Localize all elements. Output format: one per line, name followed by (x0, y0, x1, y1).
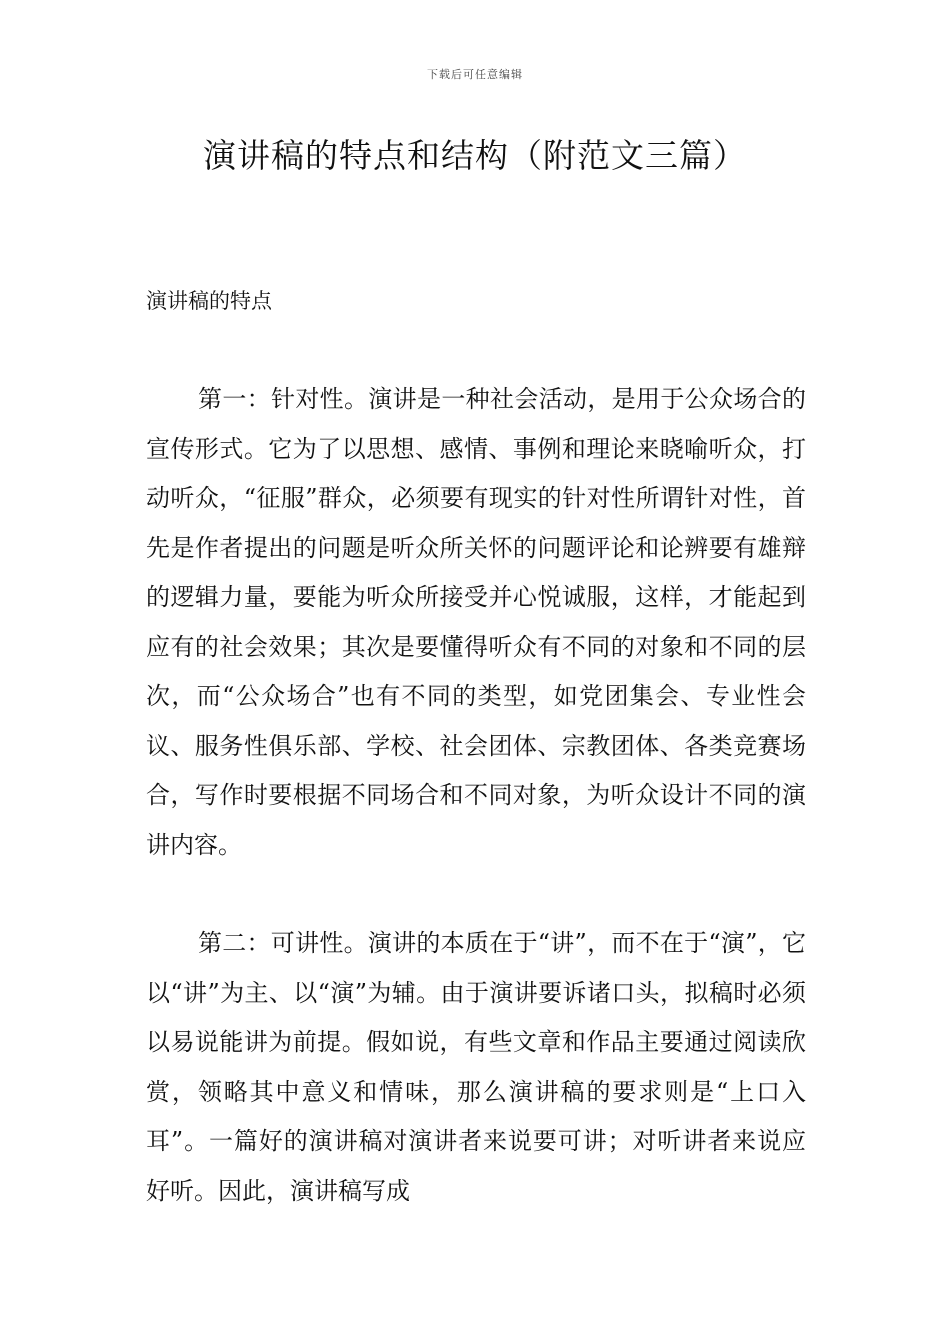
section-heading: 演讲稿的特点 (146, 289, 272, 313)
header-note: 下载后可任意编辑 (427, 68, 523, 81)
paragraph: 第二：可讲性。演讲的本质在于“讲”，而不在于“演”，它以“讲”为主、以“演”为辅。由于演讲要诉诸口头，拟稿时必须以易说能讲为前提。假如说，有些文章和作品主要通过阅读欣赏，领略其中意义和情味，那么演讲稿的要求则是“上口入耳”。一篇好的演讲稿对演讲者来说要可讲；对听讲者来说应好听。因此，演讲稿写成 (146, 929, 806, 1205)
paragraph: 第一：针对性。演讲是一种社会活动，是用于公众场合的宣传形式。它为了以思想、感情、事例和理论来晓喻听众，打动听众，“征服”群众，必须要有现实的针对性所谓针对性，首先是作者提出的问题是听众所关怀的问题评论和论辨要有雄辩的逻辑力量，要能为听众所接受并心悦诚服，这样，才能起到应有的社会效果；其次是要懂得听众有不同的对象和不同的层次，而“公众场合”也有不同的类型，如党团集会、专业性会议、服务性俱乐部、学校、社会团体、宗教团体、各类竞赛场合，写作时要根据不同场合和不同对象，为听众设计不同的演讲内容。 (146, 385, 806, 859)
page-title: 演讲稿的特点和结构（附范文三篇） (203, 136, 747, 175)
